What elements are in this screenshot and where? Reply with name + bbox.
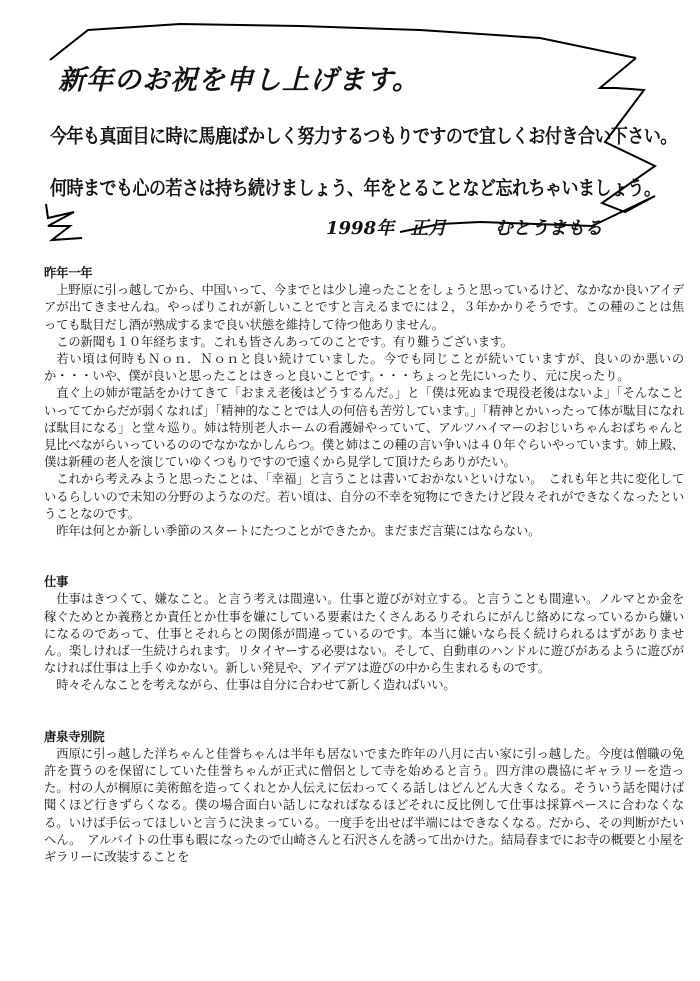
signature-date: 1998年 bbox=[326, 218, 395, 239]
paragraph: 上野原に引っ越してから、中国いって、今までとは少し違ったことをしょうと思っているけど、なかなか良いアイデアが出てきませんね。やっぱりこれが新しいことですと言えるまでには２，３年かかりそうです。この種のことは焦っても駄目だし酒が熟成するまで良い状態を維持して待つ他ありません。 bbox=[44, 283, 684, 332]
greeting-line-2: 何時までも心の若さは持ち続けましょう、年をとることなど忘れちゃいましょう。 bbox=[50, 177, 661, 200]
section-work bbox=[44, 574, 684, 694]
section-spacer bbox=[44, 540, 684, 557]
new-year-banner bbox=[0, 0, 700, 250]
section-temple-annex bbox=[44, 729, 684, 867]
greeting-title: 新年のお祝を申し上げます。 bbox=[58, 65, 420, 96]
section-title: 仕事 bbox=[44, 575, 69, 590]
signature-month: 正月 bbox=[410, 218, 447, 239]
greeting-line-1: 今年も真面目に時に馬鹿ばかしく努力するつもりですので宜しくお付き合い下さい。 bbox=[50, 125, 677, 148]
paragraph: これから考えみようと思ったことは、「幸福」と言うことは書いておかないといけない。 これも年と共に変化しているらしいので未知の分野のようなのだ。若い頃は、自分の不幸を宛物にできたけど段々それができなくなったということなのです。 bbox=[44, 472, 684, 521]
paragraph: 直ぐ上の姉が電話をかけてきて「おまえ老後はどうするんだ。」と「僕は死ぬまで現役老後はないよ」「そんなこといっててからだが弱くなれば」「精神的なことでは人の何倍も苦労しています。」「精神とかいったって体が駄目になれば駄目になる」と堂々巡り。姉は特別老人ホームの看護婦やっていて、アルツハイマーのおじいちゃんおばちゃんと見比べながらいっているののでなかなかしんらつ。僕と姉はこの種の言い争いは４０年ぐらいやっています。姉上殿、僕は新種の老人を演じていゆくつもりですので遠くから見学して頂けたらありがたい。 bbox=[44, 386, 684, 470]
section-spacer bbox=[44, 557, 684, 574]
paragraph: 若い頃は何時もＮｏｎ．Ｎｏｎと良い続けていました。今でも同じことが続いていますが、良いのか悪いのか・・・いや、僕が良いと思ったことはきっと良いことです。・・・ちょっと先にいったり、元に戻ったり。 bbox=[44, 352, 684, 384]
paragraph: この新聞も１０年経ちます。これも皆さんあってのことです。有り難うございます。 bbox=[56, 334, 513, 349]
signature bbox=[326, 214, 603, 240]
paragraph: 昨年は何とか新しい季節のスタートにたつことができたか。まだまだ言葉にはならない。 bbox=[56, 524, 541, 539]
paragraph: 時々そんなことを考えながら、仕事は自分に合わせて新しく造ればいい。 bbox=[56, 678, 456, 693]
paragraph: 西原に引っ越した洋ちゃんと佳誉ちゃんは半年も居ないでまた昨年の八月に古い家に引っ越した。今度は僧職の免許を貰うのを保留にしていた佳誉ちゃんが正式に僧侶として寺を始めると言う。四方津の農協にギャラリーを造った。村の人が棡原に美術館を造ってくれとか人伝えに伝わってくる話しはどんどん大きくなる。そういう話を聞けば聞くほど行きずらくなる。僕の場合面白い話しになればなるほどそれに反比例して仕事は採算ペースに合わなくなる。いけば手伝ってほしいと言うに決まっている。一度手を出せば半端にはできなくなる。だから、その判断がたいへん。 アルバイトの仕事も暇になったので山崎さんと石沢さんを誘って出かけた。結局春までにお寺の概要と小屋をギラリーに改装することを bbox=[44, 746, 685, 865]
article-body bbox=[44, 265, 684, 866]
paragraph: 仕事はきつくて、嫌なこと。と言う考えは間違い。仕事と遊びが対立する。と言うことも間違い。ノルマとか金を稼ぐためとか義務とか責任とか仕事を嫌にしている要素はたくさんあるりそれらにがんじ絡めになっているから嫌いになるのであって、仕事とそれらとの関係が間違っているのです。本当に嫌いなら長く続けられるはずがありません。楽しければ一生続けられます。リタイヤーする必要はない。そして、自動車のハンドルに遊びがあるように遊びがなければ仕事は上手くゆかない。新しい発見や、アイデアは遊びの中から生まれるものです。 bbox=[44, 592, 684, 676]
section-spacer bbox=[44, 695, 684, 712]
section-title: 唐泉寺別院 bbox=[44, 729, 105, 744]
section-title: 昨年一年 bbox=[44, 266, 93, 280]
section-spacer bbox=[44, 712, 684, 729]
signature-author: むとうまもる bbox=[494, 218, 603, 239]
section-last-year bbox=[44, 265, 684, 540]
